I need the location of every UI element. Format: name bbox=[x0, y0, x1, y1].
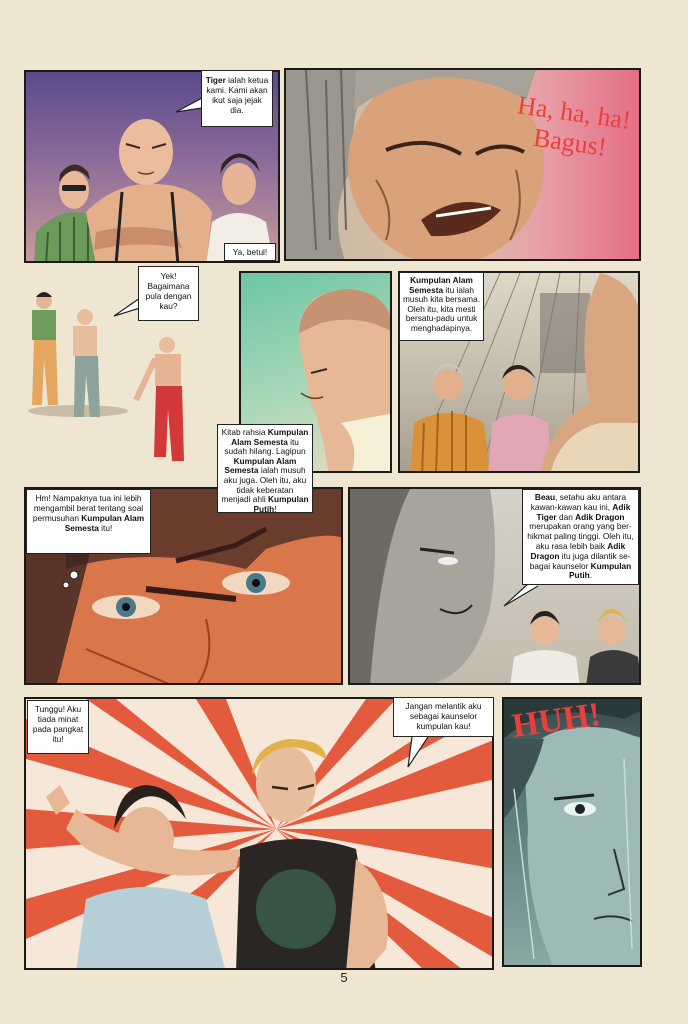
thought-bubble-hm: Hm! Nampaknya tua ini lebih mengambil berat tentang soal permusuhan Kumpulan Alam Semesta itu! bbox=[26, 489, 151, 554]
figure-walker-left bbox=[32, 292, 58, 405]
figure-man-pink-shirt bbox=[488, 365, 552, 473]
figure-young-man-white bbox=[510, 611, 580, 685]
page-number: 5 bbox=[340, 970, 348, 985]
sfx-huh: HUH! bbox=[509, 696, 603, 746]
bubble-tail bbox=[404, 735, 434, 769]
speech-bubble-tunggu: Tunggu! Aku tiada minat pada pangkat itu! bbox=[27, 700, 89, 754]
figure-walker-middle bbox=[73, 309, 100, 417]
figure-bald-man bbox=[86, 119, 212, 263]
bubble-tail bbox=[174, 96, 204, 116]
speech-bubble-ya-betul: Ya, betul! bbox=[224, 243, 276, 261]
speech-bubble-tiger-leader: Tiger ialah ketua kami. Kami akan ikut saja jejak dia. bbox=[201, 70, 273, 127]
speech-bubble-jangan-melantik: Jangan melantik aku sebagai kaunselor kumpulan kau! bbox=[393, 697, 494, 737]
speech-bubble-beau: Beau, setahu aku antara kawan-kawan kau ini, Adik Tiger dan Adik Dragon merupakan orang yang ber-hikmat paling tinggi. Oleh itu, aku rasa lebih baik Adik Dragon itu juga dilantik se-bagai kaunselor Kumpulan Putih. bbox=[522, 489, 639, 585]
figure-old-man-grey bbox=[350, 489, 495, 685]
figure-walker-red-pants bbox=[136, 337, 184, 461]
panel-2 bbox=[284, 68, 641, 261]
figure-blond-man-dark bbox=[586, 609, 641, 685]
panel-2-art bbox=[286, 70, 641, 261]
sfx-ha-ha-ha-bagus: Ha, ha, ha! Bagus! bbox=[515, 90, 633, 162]
speech-bubble-kitab-rahsia: Kitab rahsia Kumpulan Alam Semesta itu sudah hilang. Lagipun Kumpulan Alam Semesta ialah musuh aku juga. Oleh itu, aku tidak keberatan menjadi ahli Kumpulan Putih! bbox=[217, 424, 313, 513]
speech-bubble-yek: Yek! Bagaimana pula dengan kau? bbox=[138, 266, 199, 321]
speech-bubble-kumpulan-alam-semesta: Kumpulan Alam Semesta itu ialah musuh kita bersama. Oleh itu, kita mesti bersatu-padu untuk menghadapinya. bbox=[399, 272, 484, 341]
